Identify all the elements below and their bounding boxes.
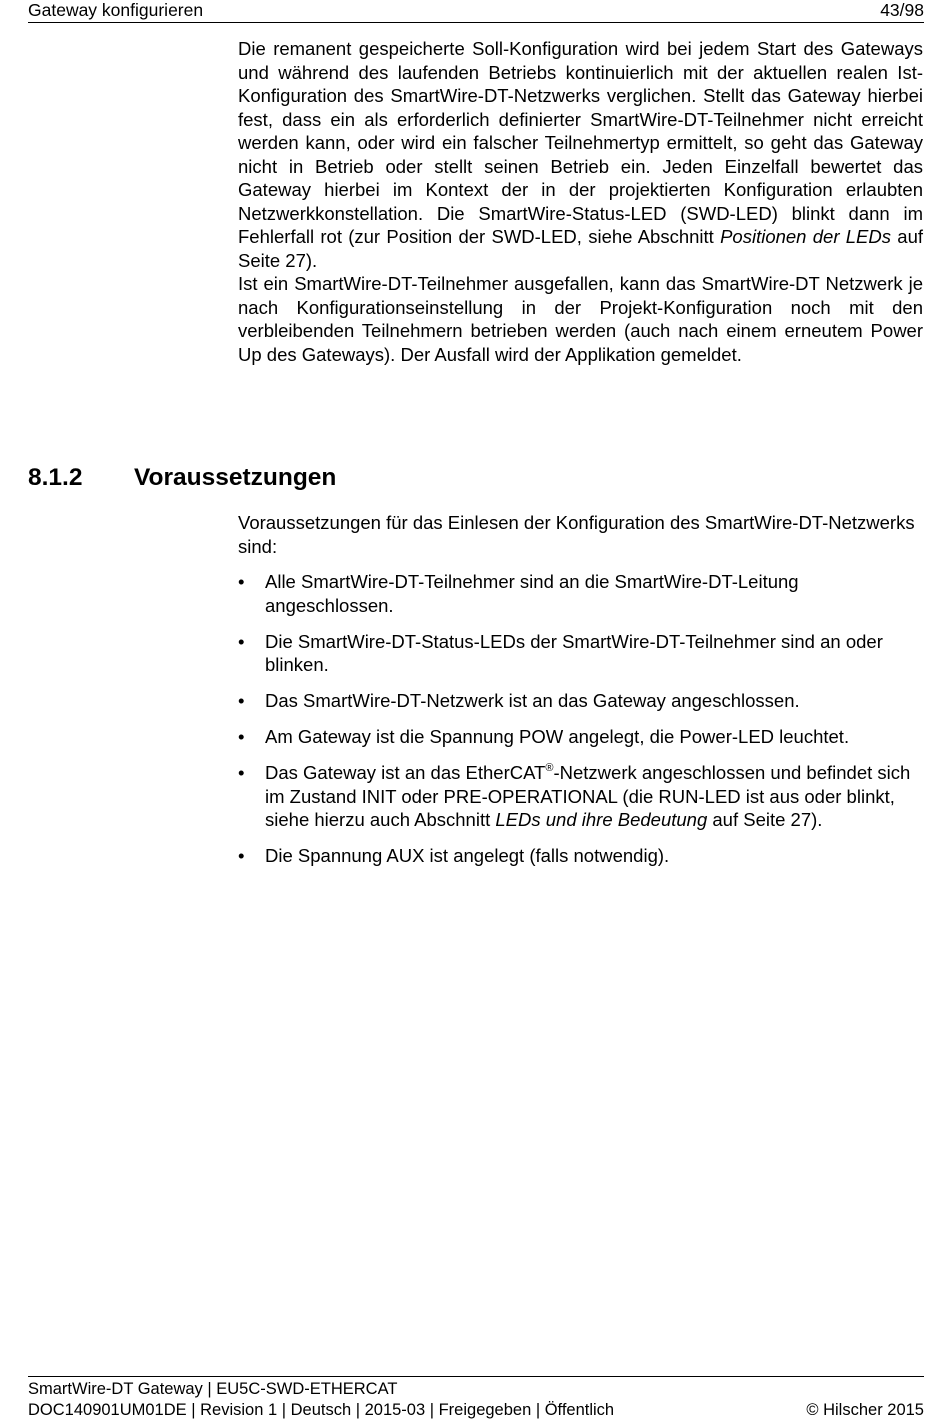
- section-heading: [28, 462, 336, 494]
- bullet5-tail: auf Seite 27).: [707, 809, 823, 830]
- list-item: [238, 570, 923, 617]
- intro-paragraph-2: Ist ein SmartWire-DT-Teilnehmer ausgefallen, kann das SmartWire-DT Netzwerk je nach Konfigurationseinstellung in der Projekt-Konfiguration noch mit den verbleibenden Teilnehmern betrieben werden (auch nach einem erneutem Power Up des Gateways). Der Ausfall wird der Applikation gemeldet.: [238, 273, 923, 365]
- bullet5-mid: -Netzwerk angeschlossen und befindet sich im Zustand INIT oder PRE-OPERATIONAL (die RUN-LED ist aus oder blinkt, siehe hierzu auch Abschnitt: [265, 762, 911, 830]
- xref-positionen-der-leds[interactable]: Positionen der LEDs: [720, 226, 892, 247]
- list-item: [238, 725, 923, 749]
- list-item-text: Alle SmartWire-DT-Teilnehmer sind an die SmartWire-DT-Leitung angeschlossen.: [265, 571, 799, 616]
- bullet-icon: •: [238, 845, 245, 866]
- list-item: [238, 689, 923, 713]
- list-item: [238, 761, 923, 832]
- section-title: Voraussetzungen: [134, 464, 337, 491]
- intro-text: [238, 37, 923, 366]
- registered-mark: ®: [545, 762, 554, 774]
- list-item-text: Das SmartWire-DT-Netzwerk ist an das Gateway angeschlossen.: [265, 690, 800, 711]
- page-number: 43/98: [880, 0, 924, 20]
- list-item-text: [265, 762, 910, 830]
- list-item: [238, 844, 923, 868]
- bullet-icon: •: [238, 690, 245, 711]
- bullet5-pre: Das Gateway ist an das EtherCAT: [265, 762, 546, 783]
- bullet-icon: •: [238, 571, 245, 592]
- requirements-list: [238, 570, 923, 880]
- header-title: Gateway konfigurieren: [28, 0, 204, 20]
- list-item: [238, 630, 923, 677]
- page-footer: [28, 1376, 924, 1421]
- list-item-text: Am Gateway ist die Spannung POW angelegt, die Power-LED leuchtet.: [265, 726, 850, 747]
- section-lead-text: Voraussetzungen für das Einlesen der Konfiguration des SmartWire-DT-Netzwerks sind:: [238, 512, 915, 557]
- intro-p1-text: Die remanent gespeicherte Soll-Konfiguration wird bei jedem Start des Gateways und während des laufenden Betriebs kontinuierlich mit der aktuellen realen Ist-Konfiguration des SmartWire-DT-Netzwerks verglichen. Stellt das Gateway hierbei fest, dass ein als erforderlich definierter SmartWire-DT-Teilnehmer nicht erreicht werden kann, oder wird ein falscher Teilnehmertyp ermittelt, so geht das Gateway nicht in Betrieb oder stellt seinen Betrieb ein. Jeden Einzelfall bewertet das Gateway hierbei im Kontext der in der projektierten Konfiguration erlaubten Netzwerkkonstellation. Die SmartWire-Status-LED (SWD-LED) blinkt dann im Fehlerfall rot (zur Position der SWD-LED, siehe Abschnitt: [238, 38, 923, 247]
- list-item-text: Die Spannung AUX ist angelegt (falls notwendig).: [265, 845, 670, 866]
- bullet-icon: •: [238, 762, 245, 783]
- footer-copyright: © Hilscher 2015: [806, 1401, 924, 1419]
- footer-doc-info: DOC140901UM01DE | Revision 1 | Deutsch | 2015-03 | Freigegeben | Öffentlich: [28, 1401, 615, 1419]
- page-header: [28, 0, 924, 23]
- footer-product: SmartWire-DT Gateway | EU5C-SWD-ETHERCAT: [28, 1380, 398, 1398]
- section-number: 8.1.2: [28, 464, 83, 491]
- xref-leds-und-ihre-bedeutung[interactable]: LEDs und ihre Bedeutung: [495, 809, 708, 830]
- intro-paragraph-1: [238, 37, 923, 272]
- bullet-icon: •: [238, 630, 245, 652]
- bullet-icon: •: [238, 726, 245, 747]
- intro-p1-tail: auf Seite 27).: [238, 226, 924, 271]
- list-item-text: Die SmartWire-DT-Status-LEDs der SmartWire-DT-Teilnehmer sind an oder blinken.: [265, 630, 883, 675]
- section-lead: [238, 511, 923, 558]
